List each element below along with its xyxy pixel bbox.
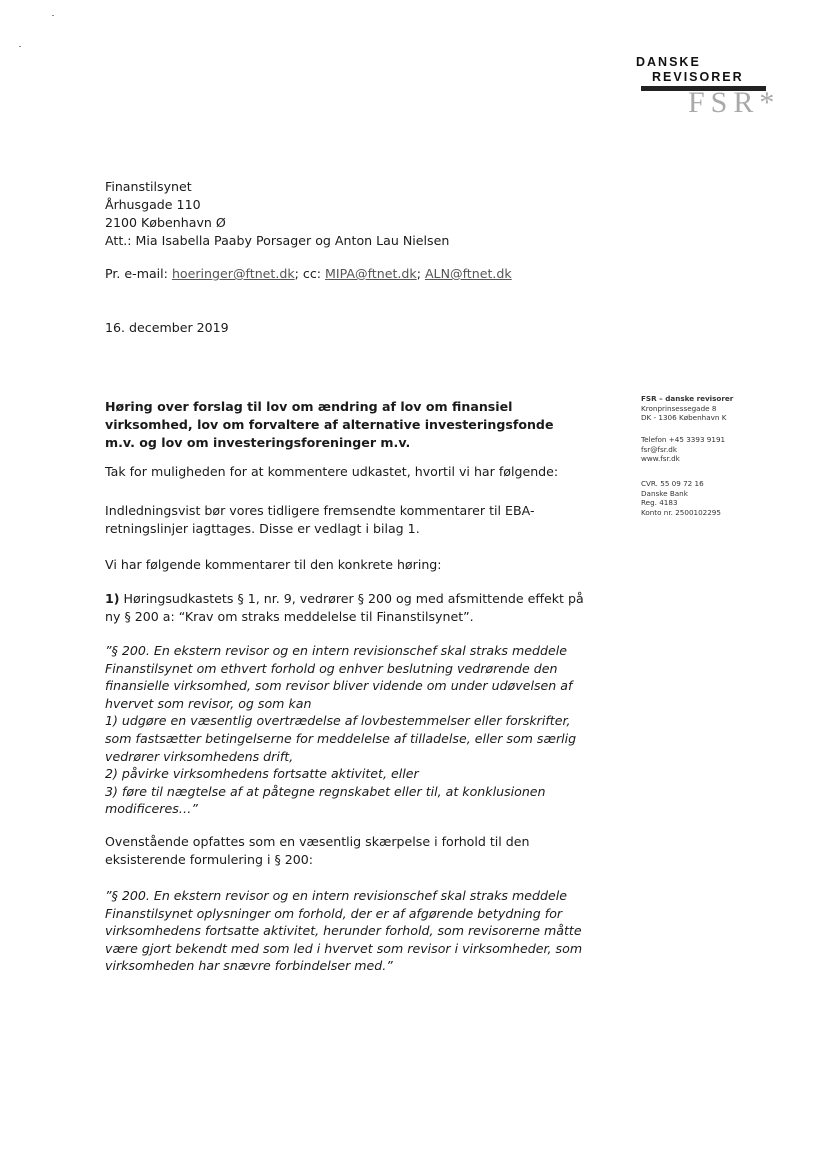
item-number: 1) — [105, 591, 120, 606]
quote-existing-200: ”§ 200. En ekstern revisor og en intern revisionschef skal straks meddele Finanstilsynet oplysninger om forhold, der er af afgørende betydning for virksomhedens fortsatte aktivitet, herunder forhold, som revisorerne måtte være gjort bekendt med som led i hvervet som revisor i virksomheder, som virksomheden har snævre forbindelser med.” — [105, 888, 583, 974]
fsr-logo-mark: FSR* — [688, 86, 781, 119]
paragraph-intro: Tak for muligheden for at kommentere udkastet, hvortil vi har følgende: — [105, 464, 559, 479]
logo-text-top: DANSKE — [636, 55, 701, 69]
email-sep: ; — [416, 266, 425, 281]
paragraph-assessment: Ovenstående opfattes som en væsentlig skærpelse i forhold til den eksisterende formulering i § 200: — [105, 834, 530, 867]
quote-new-200-item3: 3) føre til nægtelse af at påtegne regnskabet eller til, at konklusionen modificeres…” — [105, 783, 546, 817]
paragraph-comments: Vi har følgende kommentarer til den konkrete høring: — [105, 557, 442, 572]
scan-speck — [52, 15, 54, 16]
recipient-att: Att.: Mia Isabella Paaby Porsager og Anton Lau Nielsen — [105, 233, 450, 248]
quote-new-200-item2: 2) påvirke virksomhedens fortsatte aktivitet, eller — [105, 766, 419, 782]
quote-new-200-item1: 1) udgøre en væsentlig overtrædelse af lovbestemmelser eller forskrifter, som fastsætter betingelserne for meddelelse af tilladelse, eller som særlig vedrører virksomhedens drift, — [105, 713, 577, 764]
sidebar-bank-block — [641, 479, 781, 517]
quote-new-200 — [105, 642, 600, 818]
recipient-city: 2100 København Ø — [105, 215, 226, 230]
recipient-street: Århusgade 110 — [105, 197, 201, 212]
sidebar-cvr: CVR. 55 09 72 16 — [641, 479, 704, 488]
sidebar-account: Konto nr. 2500102295 — [641, 507, 721, 517]
paragraph-eba: Indledningsvist bør vores tidligere fremsendte kommentarer til EBA-retningslinjer iagttages. Disse er vedlagt i bilag 1. — [105, 503, 535, 536]
paragraph-item-1 — [105, 590, 600, 626]
recipient-name: Finanstilsynet — [105, 179, 192, 194]
sidebar-email[interactable]: fsr@fsr.dk — [641, 444, 677, 454]
scan-speck — [19, 46, 21, 47]
sidebar-phone: Telefon +45 3393 9191 — [641, 435, 726, 444]
sidebar-contact-block — [641, 435, 781, 464]
quote-new-200-intro: ”§ 200. En ekstern revisor og en intern revisionschef skal straks meddele Finanstilsynet om ethvert forhold og enhver beslutning vedrørende den finansielle virksomhed, som revisor bliver vidende om under udøvelsen af hvervet som revisor, og som kan — [105, 643, 573, 711]
sidebar-org-block — [641, 394, 781, 423]
email-line — [105, 266, 512, 281]
email-prefix: Pr. e-mail: — [105, 266, 172, 281]
letter-date: 16. december 2019 — [105, 320, 229, 335]
sidebar-web[interactable]: www.fsr.dk — [641, 454, 680, 464]
logo-text-bottom: REVISORER — [652, 70, 744, 84]
email-link-cc1[interactable]: MIPA@ftnet.dk — [325, 266, 417, 281]
sidebar-street: Kronprinsessegade 8 — [641, 403, 717, 413]
sidebar-city: DK - 1306 København K — [641, 413, 727, 423]
email-sep: ; cc: — [294, 266, 325, 281]
item-1-text: Høringsudkastets § 1, nr. 9, vedrører § 200 og med afsmittende effekt på ny § 200 a: “Krav om straks meddelelse til Finanstilsynet”. — [105, 591, 584, 624]
sidebar-bank: Danske Bank — [641, 488, 688, 498]
email-link-primary[interactable]: hoeringer@ftnet.dk — [171, 266, 295, 281]
sidebar-reg: Reg. 4183 — [641, 498, 678, 508]
letter-subject: Høring over forslag til lov om ændring af lov om finansiel virksomhed, lov om forvaltere af alternative investeringsfonde m.v. og lov om investeringsforeninger m.v. — [105, 399, 554, 450]
email-link-cc2[interactable]: ALN@ftnet.dk — [424, 266, 512, 281]
sidebar-org: FSR – danske revisorer — [641, 394, 734, 403]
